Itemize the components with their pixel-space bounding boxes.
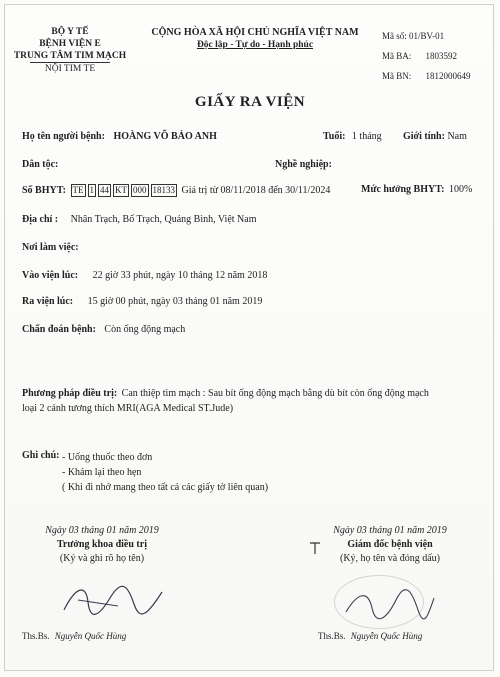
signature-role: Trưởng khoa điều trị [57, 539, 147, 550]
national-motto [135, 26, 375, 52]
patient-gender: Nam [447, 131, 467, 142]
admission-row [22, 270, 267, 281]
signer-name: Nguyễn Quốc Hùng [350, 631, 423, 641]
note-item: ( Khi đi nhớ mang theo tất cả các giấy tờ liên quan) [62, 482, 269, 493]
insurance-box: KT [115, 185, 127, 195]
note-item: - Khám lại theo hẹn [62, 467, 142, 478]
republic-title: CỘNG HÒA XÃ HỘI CHỦ NGHĨA VIỆT NAM [151, 27, 359, 38]
insurance-validity: Giá trị từ 08/11/2018 đến 30/11/2024 [181, 185, 331, 196]
insurance-rate-row [361, 184, 472, 195]
insurance-box: 000 [133, 185, 147, 195]
patient-gender-label: Giới tính: [403, 131, 445, 142]
patient-name-label: Họ tên người bệnh: [22, 131, 105, 142]
notes-list [62, 450, 268, 495]
issuer-center: TRUNG TÂM TIM MẠCH [13, 51, 127, 61]
patient-age: 1 tháng [351, 131, 382, 142]
signer-left [22, 631, 126, 641]
signature-block-dept-head [22, 524, 182, 566]
record-code-value: 1803592 [425, 51, 457, 61]
issuer-ministry: BỘ Y TẾ [51, 27, 89, 37]
insurance-label: Số BHYT: [22, 185, 66, 196]
insurance-number [71, 185, 182, 196]
insurance-box: TE [72, 185, 84, 195]
diagnosis-label: Chẩn đoán bệnh: [22, 324, 96, 335]
patient-code-value: 1812000649 [425, 71, 471, 81]
occupation-label: Nghề nghiệp: [275, 159, 332, 170]
signature-note: (Ký và ghi rõ họ tên) [59, 553, 145, 564]
record-codes [382, 26, 471, 86]
treatment-label: Phương pháp điều trị: [22, 388, 118, 399]
patient-gender-row [403, 131, 467, 142]
patient-name-row [22, 131, 217, 142]
patient-age-row [323, 131, 382, 142]
signature-role: Giám đốc bệnh viện [347, 539, 433, 550]
treatment-line-2: loại 2 cánh tương thích MRI(AGA Medical ST.Jude) [22, 403, 234, 414]
diagnosis-row [22, 324, 185, 335]
patient-code-row [382, 66, 471, 86]
pen-mark-icon [308, 540, 322, 556]
insurance-box: 1 [89, 185, 94, 195]
discharge-row [22, 296, 262, 307]
treatment-line-1: Can thiệp tim mạch : Sau bít ống động mạch bằng dù bít còn ống động mạch [121, 388, 429, 399]
address-label: Địa chỉ : [22, 214, 59, 225]
ethnicity-label: Dân tộc: [22, 159, 59, 170]
issuer-department: NỘI TIM TE [44, 64, 96, 74]
signature-note: (Ký, họ tên và đóng dấu) [340, 553, 440, 564]
discharge-value: 15 giờ 00 phút, ngày 03 tháng 01 năm 2019 [87, 296, 263, 307]
signature-block-director [305, 524, 475, 566]
diagnosis-value: Còn ống động mạch [104, 324, 186, 335]
patient-code-label: Mã BN: [382, 71, 412, 81]
insurance-rate: 100% [448, 184, 473, 195]
issuer-block [0, 26, 140, 75]
admission-value: 22 giờ 33 phút, ngày 10 tháng 12 năm 2018 [92, 270, 268, 281]
form-number: Mã số: 01/BV-01 [382, 31, 445, 41]
handwritten-signature-right [338, 584, 438, 624]
insurance-row [22, 184, 330, 197]
handwritten-signature-left [58, 580, 168, 620]
document-title: GIẤY RA VIỆN [194, 94, 306, 110]
issuer-hospital: BỆNH VIỆN E [39, 39, 101, 49]
record-code-label: Mã BA: [382, 51, 412, 61]
notes-label: Ghi chú: [22, 450, 60, 461]
note-item: - Uống thuốc theo đơn [62, 452, 153, 463]
patient-age-label: Tuổi: [323, 131, 346, 142]
signer-right [318, 631, 422, 641]
signature-date: Ngày 03 tháng 01 năm 2019 [45, 525, 159, 536]
admission-label: Vào viện lúc: [22, 270, 79, 281]
signature-date: Ngày 03 tháng 01 năm 2019 [333, 525, 447, 536]
insurance-box: 18133 [152, 185, 175, 195]
address-row [22, 214, 257, 225]
motto: Độc lập - Tự do - Hạnh phúc [196, 40, 314, 50]
discharge-label: Ra viện lúc: [22, 296, 74, 307]
signer-title-prefix: Ths.Bs. [22, 631, 50, 641]
treatment-row [22, 388, 429, 399]
record-code-row [382, 46, 471, 66]
workplace-label: Nơi làm việc: [22, 242, 79, 253]
insurance-rate-label: Mức hưởng BHYT: [361, 184, 445, 195]
address-value: Nhân Trạch, Bố Trạch, Quảng Bình, Việt Nam [70, 214, 257, 225]
signer-name: Nguyễn Quốc Hùng [54, 631, 127, 641]
insurance-box: 44 [100, 185, 109, 195]
patient-name: HOÀNG VÕ BẢO ANH [113, 131, 217, 142]
signer-title-prefix: Ths.Bs. [318, 631, 346, 641]
